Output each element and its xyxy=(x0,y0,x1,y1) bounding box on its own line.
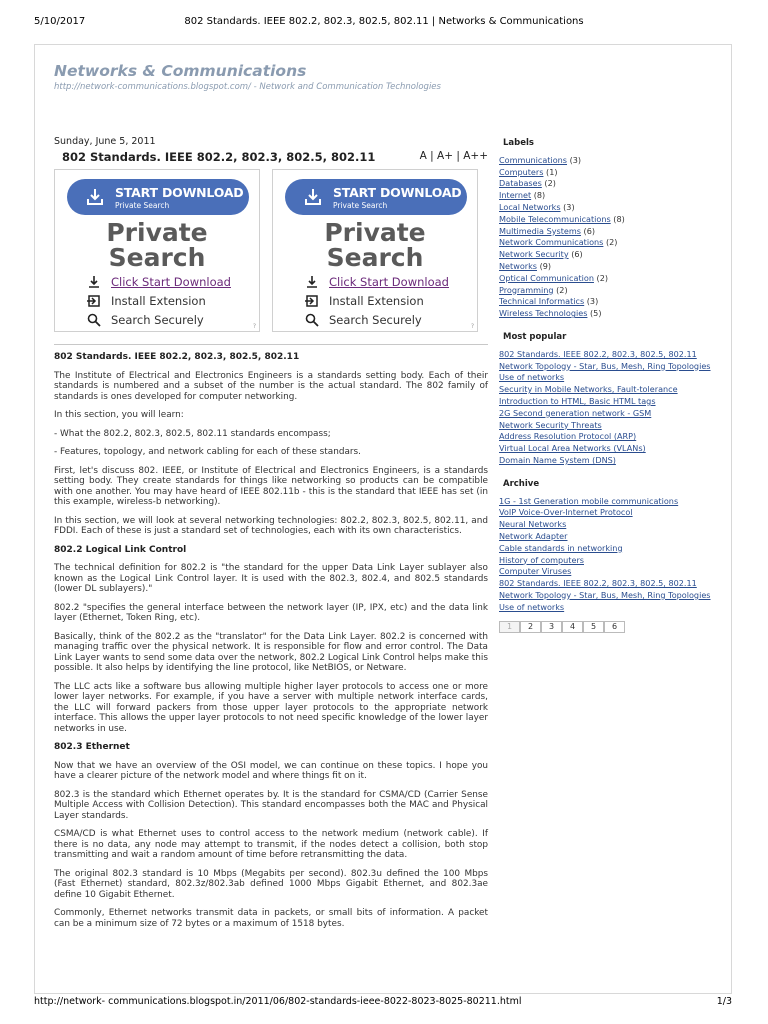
print-title: 802 Standards. IEEE 802.2, 802.3, 802.5, 802.11 | Networks & Communications xyxy=(184,16,584,27)
pager-page-5[interactable]: 5 xyxy=(583,621,604,633)
list-item xyxy=(499,455,721,467)
label-item xyxy=(499,214,721,226)
ad-button-label: START DOWNLOAD xyxy=(333,185,462,200)
ad-step-label: Install Extension xyxy=(111,294,206,308)
article-paragraph: Now that we have an overview of the OSI model, we can continue on these topics. I hope you have a clearer picture of the network model and where things fit on it. xyxy=(54,760,488,781)
ad-button-label: START DOWNLOAD xyxy=(115,185,244,200)
archive-post-link[interactable]: History of computers xyxy=(499,554,584,565)
label-link[interactable]: Computers xyxy=(499,166,544,177)
sidebar xyxy=(499,138,721,645)
label-link[interactable]: Networks xyxy=(499,260,538,271)
article-paragraph: The original 802.3 standard is 10 Mbps (Megabits per second). 802.3u defined the 100 Mbps (Fast Ethernet) standard, 802.3z/802.3ab defined 1000 Mbps Gigabit Ethernet, and 802.3ae define 10 Gigabit Ethernet. xyxy=(54,868,488,900)
install-extension-icon xyxy=(305,294,319,308)
article-paragraph: Basically, think of the 802.2 as the "translator" for the Data Link Layer. 802.2 is concerned with managing traffic over the physical network. It is responsible for flow and error control. The Data Link Layer wants to send some data over the network, 802.2 Logical Link Control helps make this possible. It also helps by identifying the line protocol, like NetBIOS, or Netware. xyxy=(54,631,488,673)
article-paragraph: Commonly, Ethernet networks transmit data in packets, or small bits of information. A packet can be a minimum size of 72 bytes or a maximum of 1518 bytes. xyxy=(54,908,488,929)
pager-page-3[interactable]: 3 xyxy=(541,621,562,633)
list-item xyxy=(499,519,721,531)
label-link[interactable]: Wireless Technologies xyxy=(499,308,588,319)
blog-header xyxy=(54,60,714,104)
ad-choices-mark[interactable]: ? xyxy=(252,323,256,330)
label-item xyxy=(499,285,721,297)
label-count: (8) xyxy=(533,190,546,201)
label-item xyxy=(499,237,721,249)
download-tray-icon xyxy=(303,187,323,207)
label-link[interactable]: Network Security xyxy=(499,249,569,260)
start-download-button[interactable] xyxy=(285,179,467,215)
article-paragraph: - What the 802.2, 802.3, 802.5, 802.11 standards encompass; xyxy=(54,428,331,439)
post-date: Sunday, June 5, 2011 xyxy=(54,136,156,147)
label-link[interactable]: Network Communications xyxy=(499,237,604,248)
label-count: (6) xyxy=(583,225,596,236)
download-icon xyxy=(87,275,101,289)
label-count: (3) xyxy=(586,296,599,307)
ad-step-install xyxy=(87,293,206,309)
archive-widget xyxy=(499,479,721,634)
pager-page-1: 1 xyxy=(499,621,520,633)
label-count: (2) xyxy=(596,272,609,283)
blog-description: http://network-communications.blogspot.com/ - Network and Communication Technologies xyxy=(54,82,441,92)
label-count: (1) xyxy=(546,166,558,177)
label-item xyxy=(499,296,721,308)
ad-step-search xyxy=(87,312,204,328)
article-paragraph: The LLC acts like a software bus allowing multiple higher layer protocols to access one or more lower layer networks. For example, if you have a server with multiple network interface cards, the LLC will forward packers from those upper layer protocols to the appropriate network interface. This allows the upper layer protocols to not need specific knowledge of the lower layer networks in use. xyxy=(54,681,488,734)
list-item xyxy=(499,396,721,408)
archive-post-link[interactable]: Cable standards in networking xyxy=(499,542,623,553)
popular-post-link[interactable]: Security in Mobile Networks, Fault-tolerance xyxy=(499,384,678,395)
list-item xyxy=(499,361,721,373)
popular-post-link[interactable]: Network Security Threats xyxy=(499,419,602,430)
popular-post-link[interactable]: Address Resolution Protocol (ARP) xyxy=(499,431,637,442)
ad-step-install xyxy=(305,293,424,309)
article-heading: 802 Standards. IEEE 802.2, 802.3, 802.5, 802.11 xyxy=(54,352,300,362)
archive-post-link[interactable]: Use of networks xyxy=(499,601,565,612)
ad-step-label: Click Start Download xyxy=(111,275,231,289)
label-count: (3) xyxy=(563,201,575,212)
font-size-normal-button[interactable]: A xyxy=(419,150,427,162)
ad-step-click-download[interactable] xyxy=(87,274,231,290)
label-link[interactable]: Local Networks xyxy=(499,201,561,212)
ad-step-label: Click Start Download xyxy=(329,275,449,289)
archive-list xyxy=(499,496,721,614)
search-icon xyxy=(87,313,101,327)
label-count: (3) xyxy=(569,154,582,165)
label-item xyxy=(499,190,721,202)
label-count: (2) xyxy=(544,178,556,189)
popular-post-link[interactable]: 2G Second generation network - GSM xyxy=(499,407,652,418)
ad-choices-mark[interactable]: ? xyxy=(470,323,474,330)
font-size-larger-button[interactable]: A++ xyxy=(463,150,488,162)
section-heading-8022: 802.2 Logical Link Control xyxy=(54,544,187,555)
label-item xyxy=(499,178,721,190)
article-paragraph: 802.3 is the standard which Ethernet operates by. It is the standard for CSMA/CD (Carrier Sense Multiple Access with Collision Detection). This standard encompasses both the MAC and Physical Layer standards. xyxy=(54,789,488,821)
list-item xyxy=(499,408,721,420)
ad-step-search xyxy=(305,312,422,328)
article-paragraph: The technical definition for 802.2 is "the standard for the upper Data Link Layer sublayer also known as the Logical Link Control layer. It is used with the 802.3, 802.4, and 802.5 standards (lower DL sublayers)." xyxy=(54,563,488,594)
start-download-button[interactable] xyxy=(67,179,249,215)
popular-post-link[interactable]: Use of networks xyxy=(499,372,565,383)
label-count: (2) xyxy=(556,284,568,295)
label-link[interactable]: Optical Communication xyxy=(499,272,594,283)
list-item xyxy=(499,443,721,455)
archive-heading: Archive xyxy=(503,478,540,489)
font-size-controls: A | A+ | A++ xyxy=(419,150,488,162)
print-footer-page: 1/3 xyxy=(716,996,732,1007)
install-extension-icon xyxy=(87,294,101,308)
ad-button-sublabel: Private Search xyxy=(333,201,388,210)
list-item xyxy=(499,507,721,519)
popular-widget xyxy=(499,332,721,467)
ad-step-click-download[interactable] xyxy=(305,274,449,290)
article-paragraph: The Institute of Electrical and Electronics Engineers is a standards setting body. Each of their standards is numbered and a subset of the number is the actual standard. The 802 family of standards is ones developed for computer networking. xyxy=(54,370,488,402)
popular-post-link[interactable]: Virtual Local Area Networks (VLANs) xyxy=(499,443,646,454)
list-item xyxy=(499,566,721,578)
labels-heading: Labels xyxy=(503,138,534,148)
archive-post-link[interactable]: Neural Networks xyxy=(499,519,567,530)
print-header xyxy=(0,0,768,27)
ad-button-sublabel: Private Search xyxy=(115,201,170,210)
archive-post-link[interactable]: Network Topology - Star, Bus, Mesh, Ring Topologies xyxy=(499,589,711,600)
list-item xyxy=(499,349,721,361)
post-title: 802 Standards. IEEE 802.2, 802.3, 802.5, 802.11 xyxy=(62,150,376,164)
article-paragraph: First, let's discuss 802. IEEE, or Institute of Electrical and Electronics Engineers, is a standards setting body. They create standards for things like networking so products can be compatible with one another. You may have heard of IEEE 802.11b - this is the standard that IEEE has set (in this example, wireless-b networking). xyxy=(54,465,488,507)
article-paragraph: In this section, you will learn: xyxy=(54,410,184,420)
download-icon xyxy=(305,275,319,289)
label-item xyxy=(499,273,721,285)
article-paragraph: - Features, topology, and network cabling for each of these standars. xyxy=(54,447,361,457)
pager-page-4[interactable]: 4 xyxy=(562,621,583,633)
section-heading-8023: 802.3 Ethernet xyxy=(54,742,130,752)
label-link[interactable]: Communications xyxy=(499,154,568,165)
list-item xyxy=(499,555,721,567)
article-body xyxy=(54,344,488,937)
pager-page-2[interactable]: 2 xyxy=(520,621,541,633)
label-item xyxy=(499,155,721,167)
list-item xyxy=(499,384,721,396)
archive-post-link[interactable]: Network Adapter xyxy=(499,530,568,541)
list-item xyxy=(499,602,721,614)
label-link[interactable]: Programming xyxy=(499,284,554,295)
search-icon xyxy=(305,313,319,327)
archive-post-link[interactable]: 1G - 1st Generation mobile communications xyxy=(499,495,679,506)
label-link[interactable]: Multimedia Systems xyxy=(499,225,581,236)
label-count: (2) xyxy=(605,237,618,248)
labels-widget xyxy=(499,138,721,320)
list-item xyxy=(499,531,721,543)
label-link[interactable]: Technical Informatics xyxy=(499,296,585,307)
label-item xyxy=(499,261,721,273)
label-link[interactable]: Internet xyxy=(499,190,532,201)
label-link[interactable]: Databases xyxy=(499,178,542,189)
archive-post-link[interactable]: 802 Standards. IEEE 802.2, 802.3, 802.5, 802.11 xyxy=(499,578,697,589)
list-item xyxy=(499,578,721,590)
ad-step-label: Search Securely xyxy=(329,313,422,327)
label-link[interactable]: Mobile Telecommunications xyxy=(499,213,611,224)
popular-list xyxy=(499,349,721,467)
label-count: (8) xyxy=(613,213,625,224)
archive-post-link[interactable]: Computer Viruses xyxy=(499,566,572,577)
list-item xyxy=(499,543,721,555)
popular-post-link[interactable]: 802 Standards. IEEE 802.2, 802.3, 802.5, 802.11 xyxy=(499,348,697,359)
ad-step-label: Install Extension xyxy=(329,294,424,308)
ad-banner-right[interactable] xyxy=(272,169,478,332)
popular-post-link[interactable]: Introduction to HTML, Basic HTML tags xyxy=(499,395,656,406)
article-paragraph: 802.2 "specifies the general interface between the network layer (IP, IPX, etc) and the data link layer (Ethernet, Token Ring, etc). xyxy=(54,602,488,623)
label-item xyxy=(499,249,721,261)
archive-pager xyxy=(499,621,721,633)
ad-step-label: Search Securely xyxy=(111,313,204,327)
label-count: (9) xyxy=(539,260,552,271)
print-date: 5/10/2017 xyxy=(34,16,86,27)
article-paragraph: In this section, we will look at several networking technologies: 802.2, 802.3, 802.5, 802.11, and FDDI. Each of these is just a standard set of technologies, each with its own characteristics. xyxy=(54,515,488,536)
popular-post-link[interactable]: Network Topology - Star, Bus, Mesh, Ring Topologies xyxy=(499,360,711,371)
blog-title-link[interactable]: Networks & Communications xyxy=(54,62,307,80)
ad-headline: Private Search xyxy=(106,218,208,272)
download-tray-icon xyxy=(85,187,105,207)
list-item xyxy=(499,496,721,508)
label-count: (5) xyxy=(590,308,602,319)
article-paragraph: CSMA/CD is what Ethernet uses to control access to the network medium (network cable). If there is no data, any node may attempt to transmit, if the nodes detect a collision, both stop transmitting and wait a random amount of time before retransmitting the data. xyxy=(54,829,488,860)
label-item xyxy=(499,308,721,320)
list-item xyxy=(499,420,721,432)
label-item xyxy=(499,202,721,214)
archive-post-link[interactable]: VoIP Voice-Over-Internet Protocol xyxy=(499,507,633,518)
label-count: (6) xyxy=(571,249,583,260)
labels-list xyxy=(499,155,721,320)
label-item xyxy=(499,167,721,179)
ad-headline: Private Search xyxy=(324,218,426,272)
font-size-large-button[interactable]: A+ xyxy=(437,150,453,162)
popular-post-link[interactable]: Domain Name System (DNS) xyxy=(499,454,616,465)
ad-banner-left[interactable] xyxy=(54,169,260,332)
list-item xyxy=(499,372,721,384)
popular-heading: Most popular xyxy=(503,331,567,342)
list-item xyxy=(499,431,721,443)
pager-page-6[interactable]: 6 xyxy=(604,621,625,633)
list-item xyxy=(499,590,721,602)
label-item xyxy=(499,226,721,238)
print-footer-url: http://network- communications.blogspot.in/2011/06/802-standards-ieee-8022-8023-8025-80211.html xyxy=(34,996,522,1007)
